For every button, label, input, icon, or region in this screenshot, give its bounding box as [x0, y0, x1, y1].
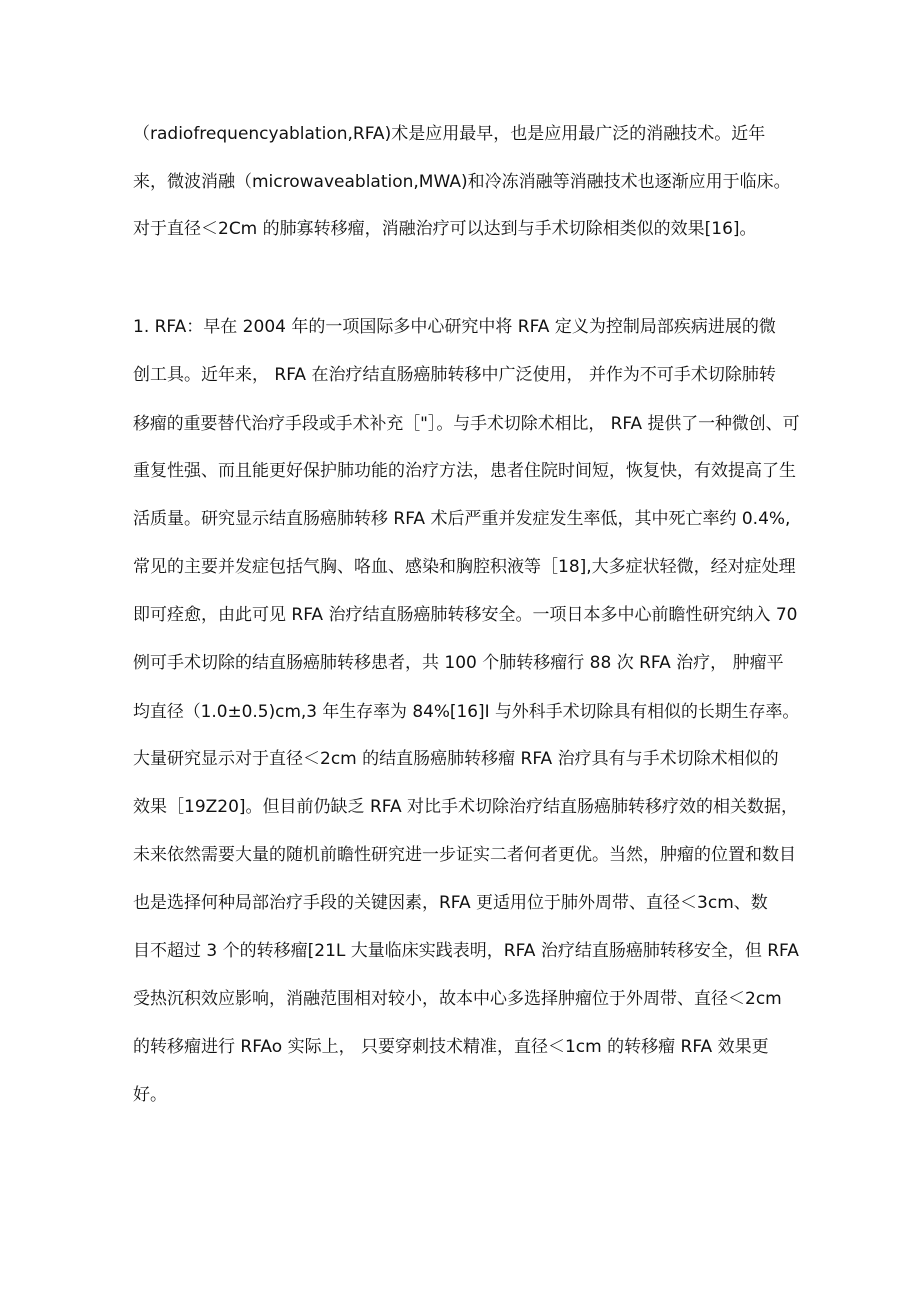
- paragraph2-line-4: 重复性强、而且能更好保护肺功能的治疗方法，患者住院时间短，恢复快，有效提高了生: [133, 461, 796, 481]
- paragraph2-line-5: 活质量。研究显示结直肠癌肺转移 RFA 术后严重并发症发生率低，其中死亡率约 0.4%,: [133, 509, 791, 529]
- paragraph2-line-1: 1. RFA：早在 2004 年的一项国际多中心研究中将 RFA 定义为控制局部疾病进展的微: [133, 317, 776, 337]
- paragraph2-line-17: 好。: [133, 1085, 167, 1105]
- paragraph1-line-3: 对于直径＜2Cm 的肺寡转移瘤，消融治疗可以达到与手术切除相类似的效果[16]。: [133, 219, 757, 239]
- paragraph2-line-15: 受热沉积效应影响，消融范围相对较小，故本中心多选择肿瘤位于外周带、直径＜2cm: [133, 989, 782, 1009]
- paragraph2-line-7: 即可痊愈，由此可见 RFA 治疗结直肠癌肺转移安全。一项日本多中心前瞻性研究纳入 70: [133, 605, 798, 625]
- paragraph2-line-13: 也是选择何种局部治疗手段的关键因素，RFA 更适用位于肺外周带、直径＜3cm、数: [133, 893, 768, 913]
- paragraph2-line-10: 大量研究显示对于直径＜2cm 的结直肠癌肺转移瘤 RFA 治疗具有与手术切除术相似的: [133, 749, 779, 769]
- paragraph2-line-9: 均直径（1.0±0.5)cm,3 年生存率为 84%[16]I 与外科手术切除具有相似的长期生存率。: [133, 701, 800, 721]
- paragraph2-line-2: 创工具。近年来， RFA 在治疗结直肠癌肺转移中广泛使用， 并作为不可手术切除肺转: [133, 365, 776, 385]
- paragraph2-line-12: 未来依然需要大量的随机前瞻性研究进一步证实二者何者更优。当然，肿瘤的位置和数目: [133, 845, 796, 865]
- paragraph1-line-2: 来，微波消融（microwaveablation,MWA)和冷冻消融等消融技术也逐渐应用于临床。: [133, 172, 791, 192]
- paragraph2-line-11: 效果［19Z20]。但目前仍缺乏 RFA 对比手术切除治疗结直肠癌肺转移疗效的相关数据，: [133, 797, 799, 817]
- paragraph2-line-16: 的转移瘤进行 RFAo 实际上， 只要穿刺技术精准，直径＜1cm 的转移瘤 RFA 效果更: [133, 1037, 769, 1057]
- paragraph1-line-1: （radiofrequencyablation,RFA)术是应用最早，也是应用最广泛的消融技术。近年: [133, 124, 766, 144]
- paragraph2-line-8: 例可手术切除的结直肠癌肺转移患者，共 100 个肺转移瘤行 88 次 RFA 治疗， 肿瘤平: [133, 653, 784, 673]
- paragraph2-line-6: 常见的主要并发症包括气胸、咯血、感染和胸腔积液等［18],大多症状轻微，经对症处理: [133, 557, 796, 577]
- paragraph2-line-14: 目不超过 3 个的转移瘤[21L 大量临床实践表明，RFA 治疗结直肠癌肺转移安全，但 RFA: [133, 941, 799, 961]
- paragraph2-line-3: 移瘤的重要替代治疗手段或手术补充［"］。与手术切除术相比， RFA 提供了一种微创、可: [133, 413, 800, 433]
